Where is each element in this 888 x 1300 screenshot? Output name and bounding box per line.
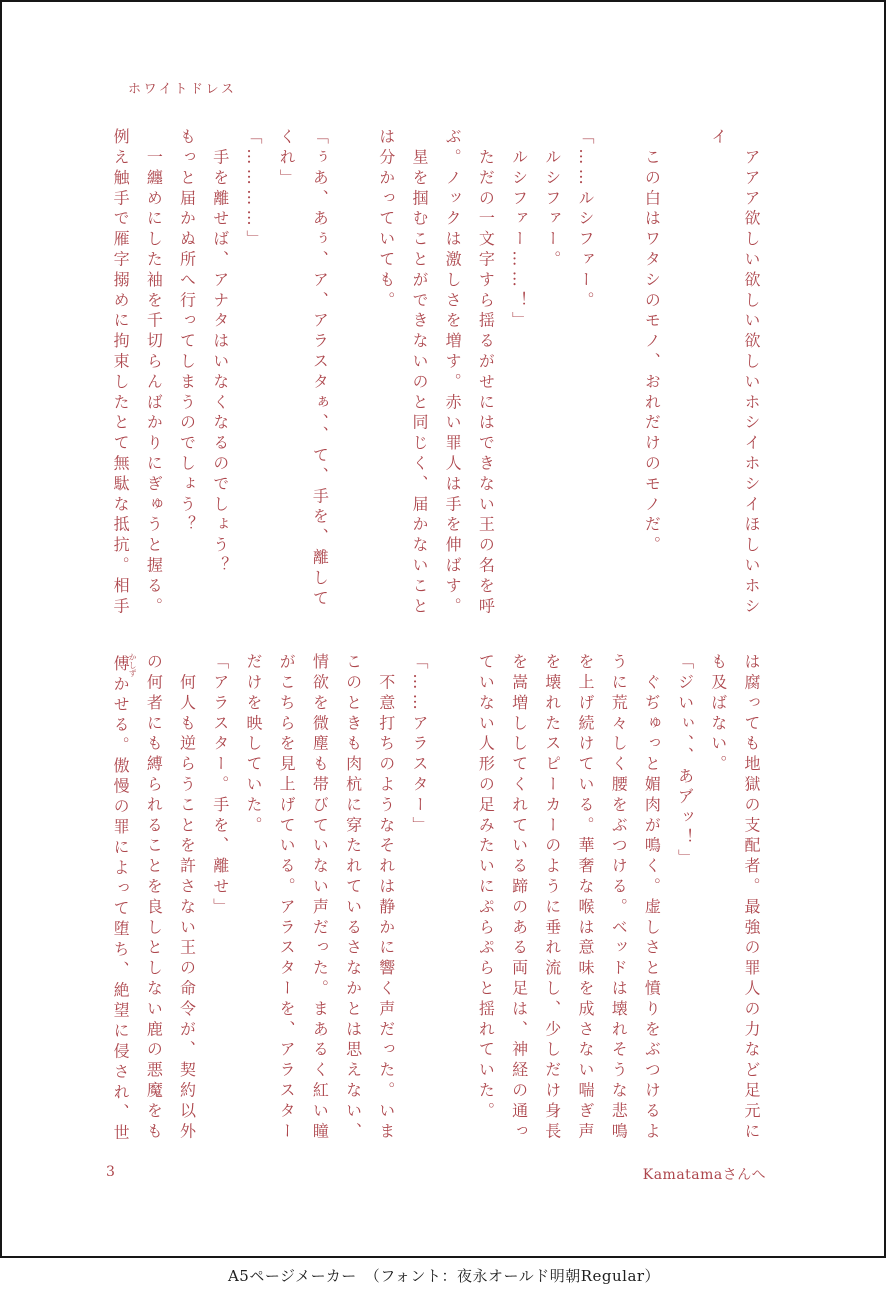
text-line: ルシファー……！」 [509,128,529,332]
text-line: アアア欲しい欲しい欲しいホシイホシイほしいホシ [742,128,761,618]
text-line [336,128,369,622]
text-line: は分かっていても。 [376,128,396,312]
text-line: ルシファー。 [542,128,562,271]
text-line: ただの一文字すら揺るがせにはできない王の名を呼 [476,128,496,618]
text-line: ぐぢゅっと媚肉が鳴く。虚しさと憤りをぶつけるよ [642,653,662,1143]
text-line: 「……アラスター」 [409,653,429,837]
text-line: がこちらを見上げている。アラスターを、アラスター [277,653,297,1143]
text-line: を上げ続けている。華奢な喉は意味を成さない喘ぎ声 [575,653,595,1143]
text-line: を嵩増ししてくれている蹄のある両足は、神経の通っ [509,653,529,1143]
text-line: 「……ルシファー。 [575,128,595,312]
text-line [602,128,635,622]
text-line: 「ぅあ、あぅ、ア、アラスタぁ、、て、手を、離して [310,128,330,610]
text-line: くれ」 [277,128,297,190]
page-number: 3 [106,1164,115,1180]
text-line: 情欲を微塵も帯びていない声だった。まあるく紅い瞳 [310,653,330,1143]
upper-text-block [104,128,768,622]
text-line: も及ばない。 [708,653,728,776]
text-line: 何人も逆らうことを許さない王の命令が、契約以外 [177,653,197,1143]
text-line: この白はワタシのモノ、おれだけのモノだ。 [642,128,662,557]
text-line: の何者にも縛られることを良しとしない鹿の悪魔をも [144,653,164,1143]
text-line: うに荒々しく腰をぶつける。ベッドは壊れそうな悲鳴 [609,653,629,1143]
page-title: ホワイトドレス [128,82,237,97]
dedication-text: Kamatamaさんへ [642,1167,766,1183]
text-line: 「…………」 [243,128,263,251]
text-line [668,128,701,622]
text-line: だけを映していた。 [243,653,263,837]
text-line: 手を離せば、アナタはいなくなるのでしょう？ [210,128,230,577]
text-line: 一纏めにした袖を千切らんばかりにぎゅうと握る。 [144,128,164,618]
text-line: 不意打ちのようなそれは静かに響く声だった。いま [376,653,396,1143]
lower-text-block [104,653,768,1147]
text-line: このときも肉杭に穿たれているさなかとは思えない、 [343,653,363,1143]
text-line: 「アラスター。手を、離せ」 [210,653,230,919]
text-line: は腐っても地獄の支配者。最強の罪人の力など足元に [742,653,761,1143]
text-line: 例え触手で雁字搦めに拘束したとて無駄な抵抗。相手 [111,128,131,618]
text-line: 星を掴むことができないのと同じく、届かないこと [409,128,429,618]
text-line [436,653,469,1147]
generator-caption: A5ページメーカー （フォント：夜永オールド明朝Regular） [227,1267,661,1285]
text-line: 「ジいぃ、、あア゙ッ！」 [675,653,695,870]
text-line: イ [708,128,728,149]
text-line: を壊れたスピーカーのように垂れ流し、少しだけ身長 [542,653,562,1143]
text-line: ぶ。ノックは激しさを増す。赤い罪人は手を伸ばす。 [443,128,463,618]
text-line: もっと届かぬ所へ行ってしまうのでしょう？ [177,128,197,536]
text-line: 傅かしずかせる。傲慢の罪によって堕ち、絶望に侵され、世 [111,653,138,1145]
text-line: ていない人形の足みたいにぷらぷらと揺れていた。 [476,653,496,1123]
